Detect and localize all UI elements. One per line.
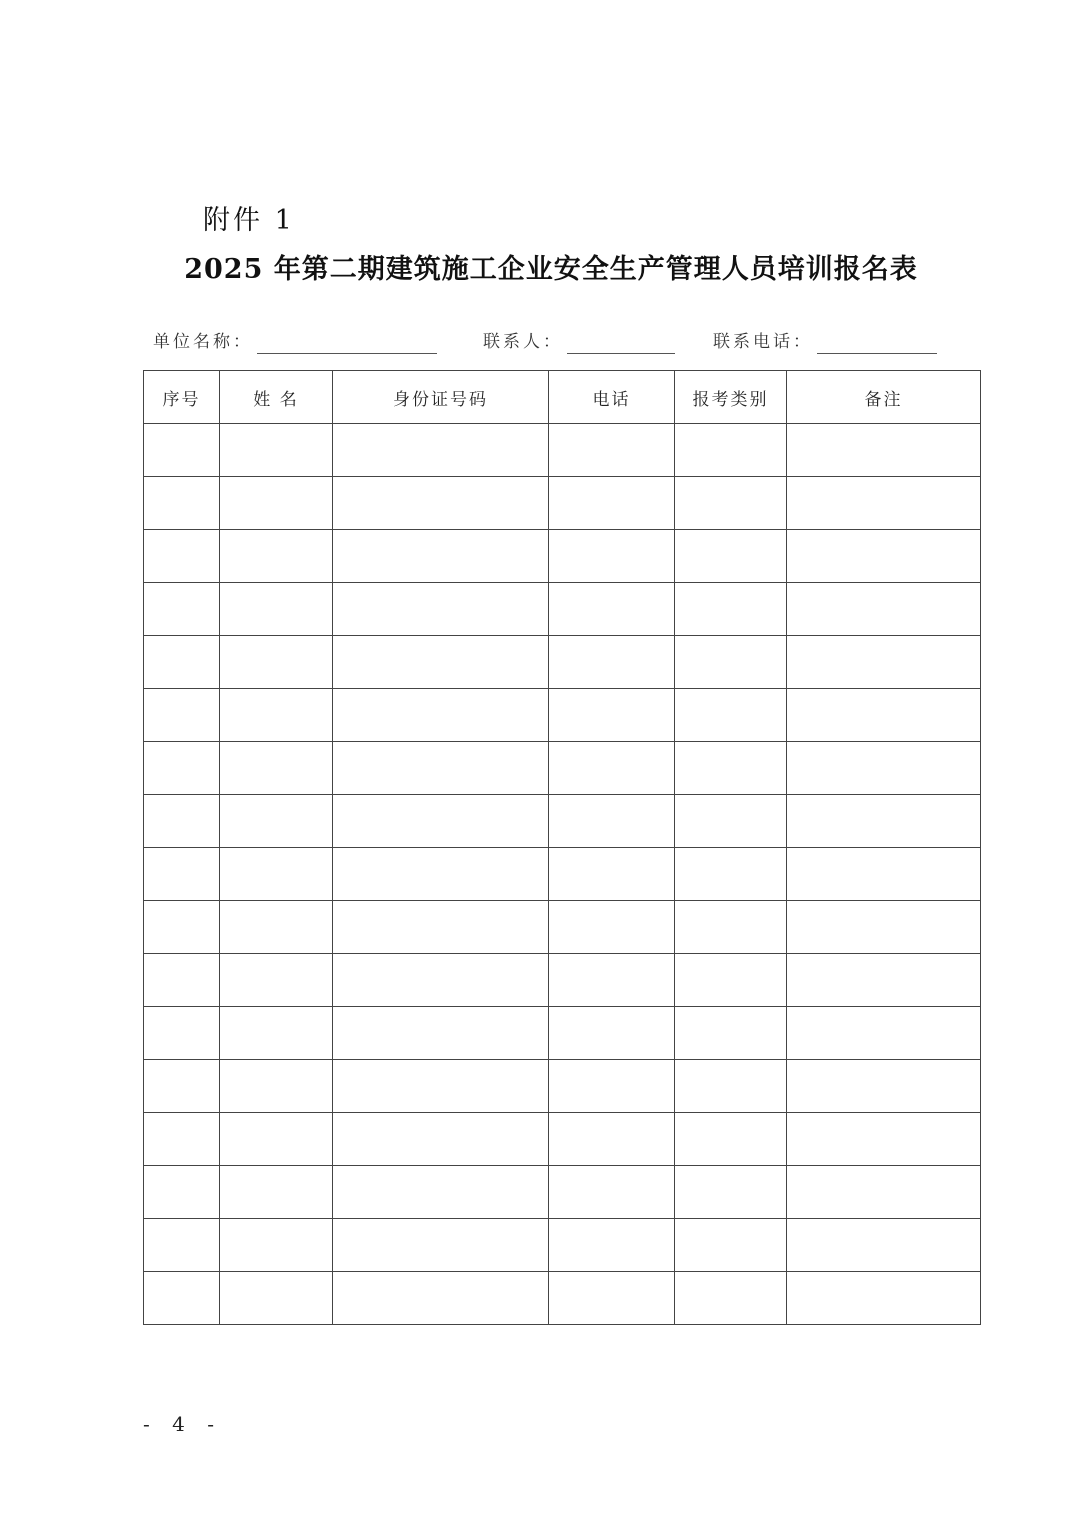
- table-cell-name[interactable]: [220, 636, 333, 689]
- table-row: [144, 636, 981, 689]
- table-cell-id-number[interactable]: [333, 689, 549, 742]
- attachment-label: 附件 1: [203, 205, 295, 236]
- table-cell-phone[interactable]: [549, 954, 675, 1007]
- table-cell-id-number[interactable]: [333, 1272, 549, 1325]
- unit-name-label: 单位名称：: [153, 332, 253, 352]
- table-body: [144, 424, 981, 1325]
- table-cell-seq[interactable]: [144, 530, 220, 583]
- table-cell-category[interactable]: [675, 1113, 787, 1166]
- table-cell-name[interactable]: [220, 954, 333, 1007]
- table-cell-name[interactable]: [220, 1166, 333, 1219]
- table-cell-phone[interactable]: [549, 1166, 675, 1219]
- table-cell-category[interactable]: [675, 530, 787, 583]
- table-row: [144, 848, 981, 901]
- table-cell-category[interactable]: [675, 1007, 787, 1060]
- table-cell-name[interactable]: [220, 795, 333, 848]
- table-cell-name[interactable]: [220, 424, 333, 477]
- table-cell-name[interactable]: [220, 1113, 333, 1166]
- table-cell-id-number[interactable]: [333, 1113, 549, 1166]
- table-cell-phone[interactable]: [549, 742, 675, 795]
- table-cell-phone[interactable]: [549, 795, 675, 848]
- table-cell-id-number[interactable]: [333, 530, 549, 583]
- table-row: [144, 530, 981, 583]
- table-cell-remarks[interactable]: [787, 1113, 981, 1166]
- table-cell-id-number[interactable]: [333, 1060, 549, 1113]
- table-cell-id-number[interactable]: [333, 954, 549, 1007]
- table-cell-remarks[interactable]: [787, 1272, 981, 1325]
- table-cell-category[interactable]: [675, 795, 787, 848]
- table-cell-phone[interactable]: [549, 477, 675, 530]
- column-header-id-number: 身份证号码: [333, 371, 549, 424]
- table-cell-name[interactable]: [220, 901, 333, 954]
- table-cell-phone[interactable]: [549, 901, 675, 954]
- table-cell-seq[interactable]: [144, 1272, 220, 1325]
- table-row: [144, 954, 981, 1007]
- table-cell-phone[interactable]: [549, 1219, 675, 1272]
- column-header-category: 报考类别: [675, 371, 787, 424]
- table-cell-name[interactable]: [220, 1007, 333, 1060]
- unit-name-input[interactable]: [257, 335, 437, 354]
- table-cell-seq[interactable]: [144, 954, 220, 1007]
- table-cell-category[interactable]: [675, 1219, 787, 1272]
- page-title: 2025 年第二期建筑施工企业安全生产管理人员培训报名表: [184, 254, 918, 285]
- table-cell-name[interactable]: [220, 1272, 333, 1325]
- table-cell-remarks[interactable]: [787, 901, 981, 954]
- table-row: [144, 1007, 981, 1060]
- table-cell-name[interactable]: [220, 1219, 333, 1272]
- table-row: [144, 795, 981, 848]
- table-cell-seq[interactable]: [144, 742, 220, 795]
- table-cell-name[interactable]: [220, 689, 333, 742]
- table-cell-id-number[interactable]: [333, 1219, 549, 1272]
- contact-input[interactable]: [567, 335, 675, 354]
- column-header-name: 姓 名: [220, 371, 333, 424]
- table-cell-remarks[interactable]: [787, 424, 981, 477]
- table-cell-seq[interactable]: [144, 1113, 220, 1166]
- table-row: [144, 1219, 981, 1272]
- table-cell-remarks[interactable]: [787, 1166, 981, 1219]
- table-row: [144, 901, 981, 954]
- table-cell-remarks[interactable]: [787, 636, 981, 689]
- table-cell-seq[interactable]: [144, 1007, 220, 1060]
- table-cell-category[interactable]: [675, 689, 787, 742]
- table-row: [144, 1272, 981, 1325]
- table-cell-category[interactable]: [675, 636, 787, 689]
- column-header-remarks: 备注: [787, 371, 981, 424]
- table-cell-remarks[interactable]: [787, 583, 981, 636]
- table-cell-id-number[interactable]: [333, 636, 549, 689]
- registration-table: [143, 370, 981, 1325]
- table-cell-phone[interactable]: [549, 848, 675, 901]
- table-cell-name[interactable]: [220, 530, 333, 583]
- table-cell-phone[interactable]: [549, 1060, 675, 1113]
- table-cell-phone[interactable]: [549, 1272, 675, 1325]
- table-cell-id-number[interactable]: [333, 795, 549, 848]
- table-cell-remarks[interactable]: [787, 1060, 981, 1113]
- column-header-phone: 电话: [549, 371, 675, 424]
- column-header-seq: 序号: [144, 371, 220, 424]
- table-cell-category[interactable]: [675, 1272, 787, 1325]
- table-cell-name[interactable]: [220, 1060, 333, 1113]
- table-row: [144, 1113, 981, 1166]
- table-row: [144, 477, 981, 530]
- table-cell-seq[interactable]: [144, 583, 220, 636]
- table-cell-seq[interactable]: [144, 1219, 220, 1272]
- table-cell-remarks[interactable]: [787, 795, 981, 848]
- table-cell-seq[interactable]: [144, 848, 220, 901]
- table-cell-id-number[interactable]: [333, 424, 549, 477]
- table-cell-category[interactable]: [675, 583, 787, 636]
- table-cell-seq[interactable]: [144, 901, 220, 954]
- table-cell-phone[interactable]: [549, 424, 675, 477]
- table-cell-phone[interactable]: [549, 636, 675, 689]
- table-cell-remarks[interactable]: [787, 954, 981, 1007]
- contact-label: 联系人：: [483, 332, 563, 352]
- table-cell-phone[interactable]: [549, 1007, 675, 1060]
- table-cell-id-number[interactable]: [333, 477, 549, 530]
- unit-name-field: [153, 330, 437, 354]
- table-cell-category[interactable]: [675, 1166, 787, 1219]
- table-cell-remarks[interactable]: [787, 477, 981, 530]
- table-cell-category[interactable]: [675, 742, 787, 795]
- table-cell-seq[interactable]: [144, 424, 220, 477]
- table-cell-name[interactable]: [220, 848, 333, 901]
- table-cell-remarks[interactable]: [787, 848, 981, 901]
- phone-field: [713, 330, 937, 354]
- table-cell-seq[interactable]: [144, 636, 220, 689]
- table-cell-remarks[interactable]: [787, 530, 981, 583]
- table-cell-category[interactable]: [675, 424, 787, 477]
- table-cell-remarks[interactable]: [787, 742, 981, 795]
- page-number: - 4 -: [143, 1412, 222, 1436]
- table-cell-id-number[interactable]: [333, 1007, 549, 1060]
- table-row: [144, 689, 981, 742]
- table-cell-seq[interactable]: [144, 477, 220, 530]
- phone-label: 联系电话：: [713, 332, 813, 352]
- phone-input[interactable]: [817, 335, 937, 354]
- table-cell-remarks[interactable]: [787, 689, 981, 742]
- table-row: [144, 1166, 981, 1219]
- table-cell-category[interactable]: [675, 954, 787, 1007]
- table-row: [144, 742, 981, 795]
- table-cell-category[interactable]: [675, 477, 787, 530]
- table-cell-category[interactable]: [675, 901, 787, 954]
- table-cell-phone[interactable]: [549, 530, 675, 583]
- table-cell-phone[interactable]: [549, 1113, 675, 1166]
- table-cell-name[interactable]: [220, 742, 333, 795]
- table-cell-seq[interactable]: [144, 1166, 220, 1219]
- table-cell-id-number[interactable]: [333, 742, 549, 795]
- table-cell-remarks[interactable]: [787, 1007, 981, 1060]
- table-row: [144, 1060, 981, 1113]
- table-cell-seq[interactable]: [144, 1060, 220, 1113]
- table-cell-id-number[interactable]: [333, 583, 549, 636]
- table-row: [144, 583, 981, 636]
- table-header-row: [144, 371, 981, 424]
- table-cell-seq[interactable]: [144, 795, 220, 848]
- table-cell-name[interactable]: [220, 583, 333, 636]
- table-cell-name[interactable]: [220, 477, 333, 530]
- table-cell-id-number[interactable]: [333, 848, 549, 901]
- table-cell-id-number[interactable]: [333, 1166, 549, 1219]
- table-cell-category[interactable]: [675, 848, 787, 901]
- table-cell-seq[interactable]: [144, 689, 220, 742]
- table-cell-phone[interactable]: [549, 583, 675, 636]
- contact-field: [483, 330, 675, 354]
- table-cell-id-number[interactable]: [333, 901, 549, 954]
- table-row: [144, 424, 981, 477]
- table-cell-phone[interactable]: [549, 689, 675, 742]
- table-cell-remarks[interactable]: [787, 1219, 981, 1272]
- table-cell-category[interactable]: [675, 1060, 787, 1113]
